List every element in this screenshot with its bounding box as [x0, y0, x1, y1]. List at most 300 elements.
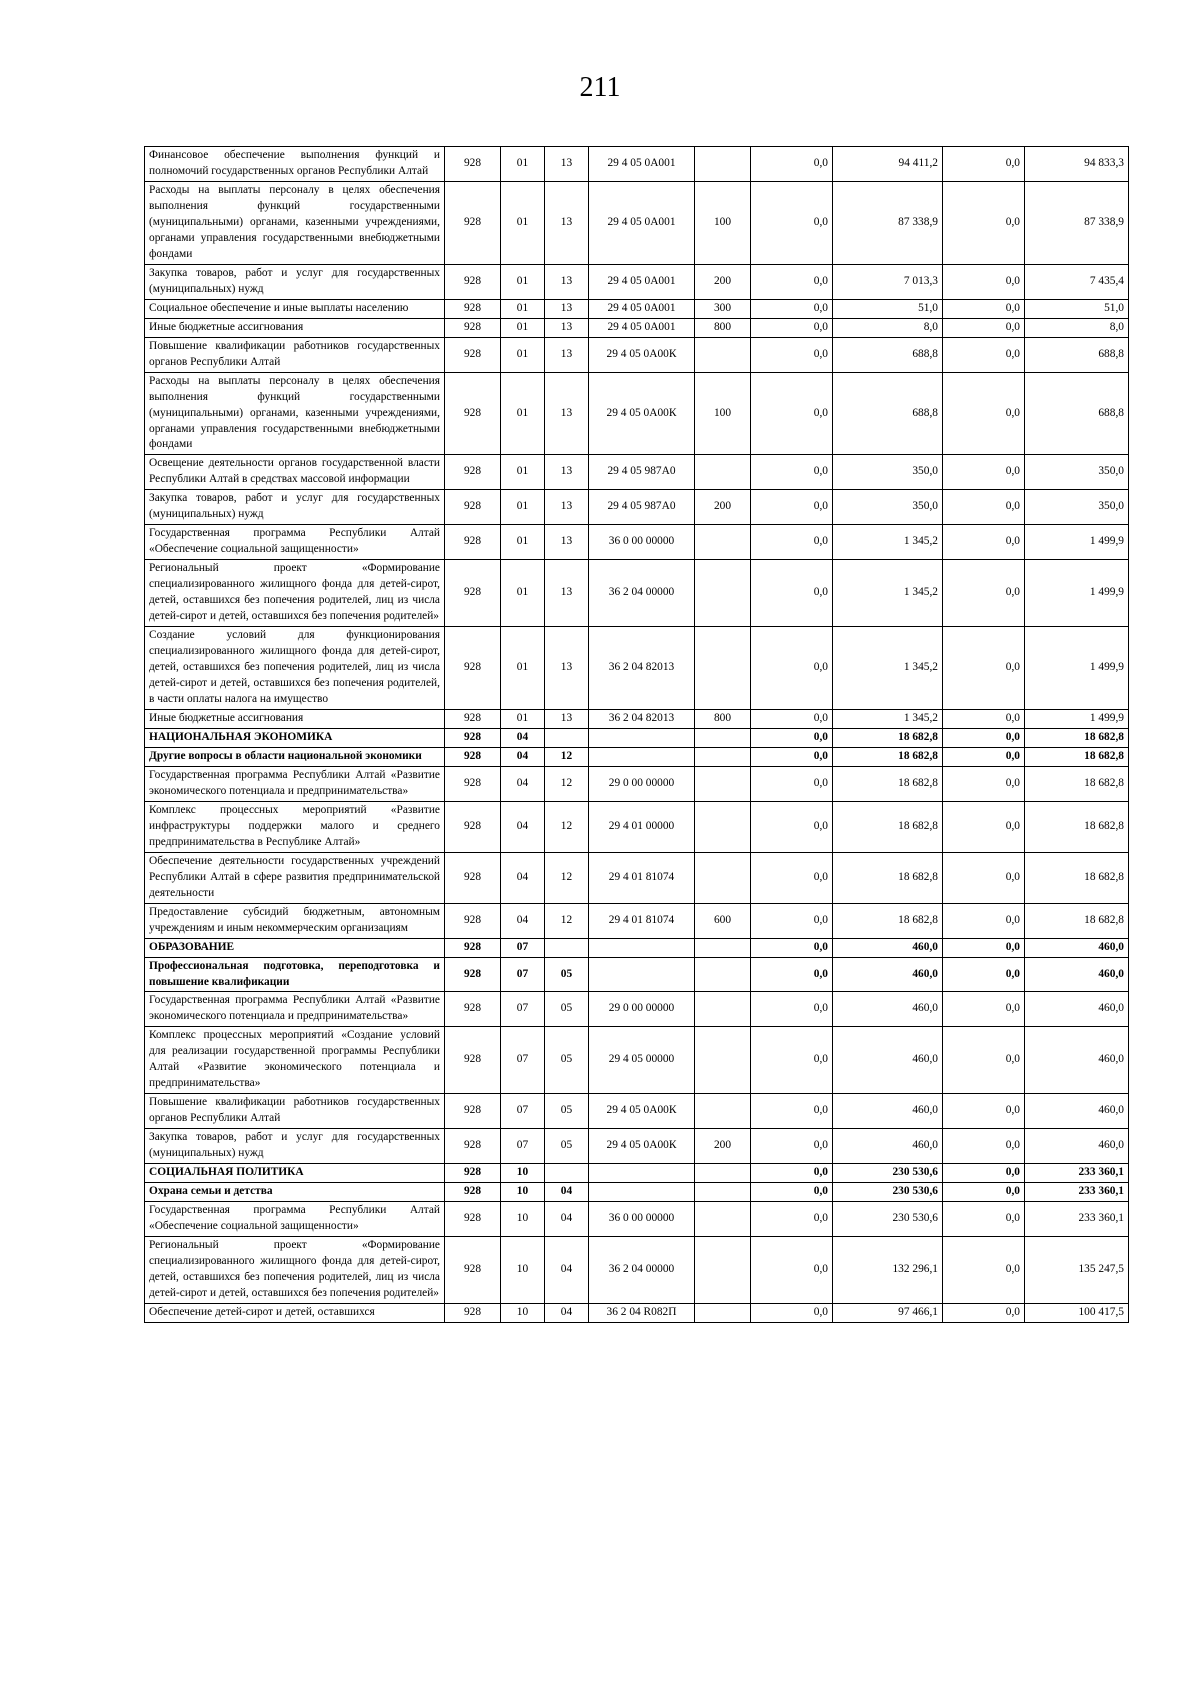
section-code-cell: 10 [501, 1303, 545, 1322]
subsection-code-cell: 13 [545, 264, 589, 299]
expense-type-cell [695, 1027, 751, 1094]
budget-table [144, 146, 1129, 1323]
section-code-cell: 01 [501, 318, 545, 337]
section-code-cell: 10 [501, 1202, 545, 1237]
admin-code-cell: 928 [445, 1027, 501, 1094]
target-article-cell: 29 4 05 0А00К [589, 372, 695, 455]
amount-1-cell: 0,0 [751, 801, 833, 852]
expense-type-cell [695, 1202, 751, 1237]
table-row [145, 852, 1129, 903]
subsection-code-cell: 13 [545, 372, 589, 455]
target-article-cell: 29 4 05 0А001 [589, 147, 695, 182]
amount-4-cell: 460,0 [1025, 1027, 1129, 1094]
amount-3-cell: 0,0 [943, 627, 1025, 710]
section-code-cell: 01 [501, 147, 545, 182]
admin-code-cell: 928 [445, 1202, 501, 1237]
amount-2-cell: 51,0 [833, 299, 943, 318]
subsection-code-cell: 13 [545, 525, 589, 560]
amount-2-cell: 688,8 [833, 372, 943, 455]
amount-3-cell: 0,0 [943, 337, 1025, 372]
row-name-cell: Профессиональная подготовка, переподготовка и повышение квалификации [145, 957, 445, 992]
admin-code-cell: 928 [445, 1094, 501, 1129]
amount-3-cell: 0,0 [943, 938, 1025, 957]
target-article-cell: 29 4 05 0А001 [589, 181, 695, 264]
expense-type-cell [695, 747, 751, 766]
expense-type-cell: 200 [695, 490, 751, 525]
amount-1-cell: 0,0 [751, 852, 833, 903]
subsection-code-cell: 12 [545, 766, 589, 801]
section-code-cell: 07 [501, 957, 545, 992]
amount-3-cell: 0,0 [943, 957, 1025, 992]
table-row [145, 766, 1129, 801]
amount-3-cell: 0,0 [943, 299, 1025, 318]
amount-3-cell: 0,0 [943, 903, 1025, 938]
amount-3-cell: 0,0 [943, 264, 1025, 299]
amount-1-cell: 0,0 [751, 1164, 833, 1183]
target-article-cell: 29 4 05 0А00К [589, 337, 695, 372]
amount-3-cell: 0,0 [943, 1303, 1025, 1322]
row-name-cell: Иные бюджетные ассигнования [145, 318, 445, 337]
expense-type-cell: 100 [695, 372, 751, 455]
section-code-cell: 07 [501, 938, 545, 957]
table-row [145, 801, 1129, 852]
amount-2-cell: 18 682,8 [833, 747, 943, 766]
amount-4-cell: 460,0 [1025, 1129, 1129, 1164]
admin-code-cell: 928 [445, 766, 501, 801]
expense-type-cell [695, 560, 751, 627]
amount-3-cell: 0,0 [943, 709, 1025, 728]
admin-code-cell: 928 [445, 852, 501, 903]
row-name-cell: Охрана семьи и детства [145, 1183, 445, 1202]
row-name-cell: Государственная программа Республики Алтай «Обеспечение социальной защищенности» [145, 1202, 445, 1237]
amount-2-cell: 1 345,2 [833, 709, 943, 728]
amount-3-cell: 0,0 [943, 147, 1025, 182]
amount-2-cell: 688,8 [833, 337, 943, 372]
row-name-cell: Расходы на выплаты персоналу в целях обеспечения выполнения функций государственными (муниципальными) органами, казенными учреждениями, органами управления государственными внебюджетными фондами [145, 372, 445, 455]
amount-3-cell: 0,0 [943, 1237, 1025, 1304]
row-name-cell: Комплекс процессных мероприятий «Создание условий для реализации государственной программы Республики Алтай «Развитие экономического потенциала и предпринимательства» [145, 1027, 445, 1094]
subsection-code-cell: 13 [545, 147, 589, 182]
amount-3-cell: 0,0 [943, 560, 1025, 627]
expense-type-cell: 300 [695, 299, 751, 318]
expense-type-cell [695, 147, 751, 182]
table-row [145, 992, 1129, 1027]
amount-2-cell: 1 345,2 [833, 525, 943, 560]
section-code-cell: 01 [501, 709, 545, 728]
amount-1-cell: 0,0 [751, 957, 833, 992]
amount-4-cell: 135 247,5 [1025, 1237, 1129, 1304]
row-name-cell: Повышение квалификации работников государственных органов Республики Алтай [145, 337, 445, 372]
expense-type-cell [695, 627, 751, 710]
amount-4-cell: 18 682,8 [1025, 852, 1129, 903]
admin-code-cell: 928 [445, 318, 501, 337]
amount-2-cell: 97 466,1 [833, 1303, 943, 1322]
amount-4-cell: 18 682,8 [1025, 903, 1129, 938]
admin-code-cell: 928 [445, 1164, 501, 1183]
subsection-code-cell: 13 [545, 560, 589, 627]
amount-1-cell: 0,0 [751, 337, 833, 372]
target-article-cell: 36 2 04 00000 [589, 560, 695, 627]
amount-1-cell: 0,0 [751, 1183, 833, 1202]
admin-code-cell: 928 [445, 801, 501, 852]
target-article-cell: 29 4 05 987А0 [589, 455, 695, 490]
row-name-cell: Освещение деятельности органов государственной власти Республики Алтай в средствах массовой информации [145, 455, 445, 490]
amount-1-cell: 0,0 [751, 318, 833, 337]
admin-code-cell: 928 [445, 560, 501, 627]
admin-code-cell: 928 [445, 264, 501, 299]
section-code-cell: 04 [501, 747, 545, 766]
amount-1-cell: 0,0 [751, 1237, 833, 1304]
amount-2-cell: 18 682,8 [833, 728, 943, 747]
table-row [145, 1237, 1129, 1304]
table-row [145, 1094, 1129, 1129]
row-name-cell: Иные бюджетные ассигнования [145, 709, 445, 728]
table-row [145, 264, 1129, 299]
amount-2-cell: 1 345,2 [833, 627, 943, 710]
table-row [145, 490, 1129, 525]
row-name-cell: Закупка товаров, работ и услуг для государственных (муниципальных) нужд [145, 490, 445, 525]
amount-2-cell: 460,0 [833, 1094, 943, 1129]
subsection-code-cell: 13 [545, 709, 589, 728]
amount-3-cell: 0,0 [943, 181, 1025, 264]
section-code-cell: 04 [501, 766, 545, 801]
table-row [145, 1303, 1129, 1322]
expense-type-cell [695, 852, 751, 903]
amount-1-cell: 0,0 [751, 560, 833, 627]
amount-4-cell: 8,0 [1025, 318, 1129, 337]
row-name-cell: Региональный проект «Формирование специализированного жилищного фонда для детей-сирот, детей, оставшихся без попечения родителей, лиц из числа детей-сирот и детей, оставшихся без попечения родителей» [145, 1237, 445, 1304]
amount-4-cell: 18 682,8 [1025, 766, 1129, 801]
admin-code-cell: 928 [445, 490, 501, 525]
row-name-cell: Региональный проект «Формирование специализированного жилищного фонда для детей-сирот, детей, оставшихся без попечения родителей, лиц из числа детей-сирот и детей, оставшихся без попечения родителей» [145, 560, 445, 627]
amount-3-cell: 0,0 [943, 1129, 1025, 1164]
section-code-cell: 01 [501, 490, 545, 525]
table-row [145, 1027, 1129, 1094]
target-article-cell [589, 747, 695, 766]
expense-type-cell: 200 [695, 1129, 751, 1164]
table-row [145, 957, 1129, 992]
amount-1-cell: 0,0 [751, 903, 833, 938]
budget-table-body [145, 147, 1129, 1323]
subsection-code-cell: 13 [545, 455, 589, 490]
row-name-cell: Социальное обеспечение и иные выплаты населению [145, 299, 445, 318]
expense-type-cell [695, 728, 751, 747]
subsection-code-cell [545, 938, 589, 957]
amount-3-cell: 0,0 [943, 1027, 1025, 1094]
target-article-cell: 36 0 00 00000 [589, 525, 695, 560]
target-article-cell: 29 4 01 00000 [589, 801, 695, 852]
subsection-code-cell: 04 [545, 1202, 589, 1237]
expense-type-cell [695, 1237, 751, 1304]
target-article-cell [589, 1164, 695, 1183]
amount-1-cell: 0,0 [751, 709, 833, 728]
amount-3-cell: 0,0 [943, 852, 1025, 903]
admin-code-cell: 928 [445, 709, 501, 728]
row-name-cell: Комплекс процессных мероприятий «Развитие инфраструктуры поддержки малого и среднего предпринимательства в Республике Алтай» [145, 801, 445, 852]
amount-3-cell: 0,0 [943, 490, 1025, 525]
table-row [145, 147, 1129, 182]
row-name-cell: Предоставление субсидий бюджетным, автономным учреждениям и иным некоммерческим организациям [145, 903, 445, 938]
amount-4-cell: 1 499,9 [1025, 627, 1129, 710]
subsection-code-cell: 12 [545, 747, 589, 766]
target-article-cell [589, 957, 695, 992]
amount-2-cell: 460,0 [833, 938, 943, 957]
section-code-cell: 10 [501, 1237, 545, 1304]
amount-1-cell: 0,0 [751, 525, 833, 560]
subsection-code-cell: 05 [545, 1129, 589, 1164]
expense-type-cell: 200 [695, 264, 751, 299]
section-code-cell: 07 [501, 1027, 545, 1094]
amount-2-cell: 230 530,6 [833, 1164, 943, 1183]
amount-4-cell: 350,0 [1025, 455, 1129, 490]
admin-code-cell: 928 [445, 147, 501, 182]
amount-3-cell: 0,0 [943, 992, 1025, 1027]
row-name-cell: СОЦИАЛЬНАЯ ПОЛИТИКА [145, 1164, 445, 1183]
amount-1-cell: 0,0 [751, 992, 833, 1027]
admin-code-cell: 928 [445, 627, 501, 710]
subsection-code-cell: 04 [545, 1183, 589, 1202]
amount-1-cell: 0,0 [751, 455, 833, 490]
admin-code-cell: 928 [445, 1129, 501, 1164]
subsection-code-cell: 13 [545, 318, 589, 337]
amount-3-cell: 0,0 [943, 728, 1025, 747]
target-article-cell: 36 2 04 R082П [589, 1303, 695, 1322]
table-row [145, 337, 1129, 372]
table-row [145, 181, 1129, 264]
admin-code-cell: 928 [445, 181, 501, 264]
amount-4-cell: 1 499,9 [1025, 525, 1129, 560]
section-code-cell: 01 [501, 627, 545, 710]
amount-4-cell: 233 360,1 [1025, 1202, 1129, 1237]
amount-2-cell: 350,0 [833, 490, 943, 525]
target-article-cell [589, 728, 695, 747]
row-name-cell: Обеспечение деятельности государственных учреждений Республики Алтай в сфере развития предпринимательской деятельности [145, 852, 445, 903]
table-row [145, 1202, 1129, 1237]
amount-2-cell: 18 682,8 [833, 903, 943, 938]
subsection-code-cell: 12 [545, 903, 589, 938]
amount-2-cell: 460,0 [833, 957, 943, 992]
table-row [145, 525, 1129, 560]
admin-code-cell: 928 [445, 455, 501, 490]
expense-type-cell [695, 1094, 751, 1129]
row-name-cell: Закупка товаров, работ и услуг для государственных (муниципальных) нужд [145, 264, 445, 299]
amount-1-cell: 0,0 [751, 1027, 833, 1094]
row-name-cell: Государственная программа Республики Алтай «Развитие экономического потенциала и предпринимательства» [145, 992, 445, 1027]
amount-4-cell: 87 338,9 [1025, 181, 1129, 264]
target-article-cell: 29 0 00 00000 [589, 766, 695, 801]
section-code-cell: 10 [501, 1164, 545, 1183]
amount-4-cell: 18 682,8 [1025, 728, 1129, 747]
table-row [145, 318, 1129, 337]
amount-4-cell: 233 360,1 [1025, 1183, 1129, 1202]
row-name-cell: Создание условий для функционирования специализированного жилищного фонда для детей-сирот, детей, оставшихся без попечения родителей, лиц из числа детей-сирот и детей, оставшихся без попечения родителей, в части оплаты налога на имущество [145, 627, 445, 710]
expense-type-cell: 600 [695, 903, 751, 938]
amount-4-cell: 7 435,4 [1025, 264, 1129, 299]
section-code-cell: 01 [501, 337, 545, 372]
section-code-cell: 04 [501, 852, 545, 903]
table-row [145, 903, 1129, 938]
amount-2-cell: 87 338,9 [833, 181, 943, 264]
subsection-code-cell: 05 [545, 1027, 589, 1094]
subsection-code-cell: 12 [545, 852, 589, 903]
section-code-cell: 01 [501, 372, 545, 455]
target-article-cell [589, 938, 695, 957]
amount-1-cell: 0,0 [751, 1094, 833, 1129]
amount-3-cell: 0,0 [943, 1164, 1025, 1183]
table-row [145, 455, 1129, 490]
amount-1-cell: 0,0 [751, 1303, 833, 1322]
admin-code-cell: 928 [445, 903, 501, 938]
amount-4-cell: 688,8 [1025, 372, 1129, 455]
amount-3-cell: 0,0 [943, 455, 1025, 490]
amount-4-cell: 100 417,5 [1025, 1303, 1129, 1322]
amount-4-cell: 18 682,8 [1025, 801, 1129, 852]
expense-type-cell [695, 1183, 751, 1202]
subsection-code-cell: 05 [545, 957, 589, 992]
table-row [145, 299, 1129, 318]
amount-3-cell: 0,0 [943, 372, 1025, 455]
target-article-cell: 29 4 05 0А00К [589, 1094, 695, 1129]
target-article-cell: 29 4 05 0А001 [589, 299, 695, 318]
subsection-code-cell: 13 [545, 627, 589, 710]
section-code-cell: 07 [501, 992, 545, 1027]
section-code-cell: 01 [501, 455, 545, 490]
table-row [145, 709, 1129, 728]
expense-type-cell [695, 957, 751, 992]
section-code-cell: 01 [501, 299, 545, 318]
expense-type-cell [695, 938, 751, 957]
amount-4-cell: 350,0 [1025, 490, 1129, 525]
amount-3-cell: 0,0 [943, 801, 1025, 852]
amount-2-cell: 460,0 [833, 1129, 943, 1164]
target-article-cell: 36 0 00 00000 [589, 1202, 695, 1237]
subsection-code-cell [545, 1164, 589, 1183]
subsection-code-cell: 13 [545, 337, 589, 372]
section-code-cell: 01 [501, 264, 545, 299]
expense-type-cell [695, 992, 751, 1027]
amount-2-cell: 132 296,1 [833, 1237, 943, 1304]
amount-3-cell: 0,0 [943, 318, 1025, 337]
amount-4-cell: 94 833,3 [1025, 147, 1129, 182]
amount-2-cell: 1 345,2 [833, 560, 943, 627]
expense-type-cell: 800 [695, 709, 751, 728]
expense-type-cell [695, 337, 751, 372]
admin-code-cell: 928 [445, 1237, 501, 1304]
amount-3-cell: 0,0 [943, 747, 1025, 766]
table-row [145, 938, 1129, 957]
row-name-cell: ОБРАЗОВАНИЕ [145, 938, 445, 957]
amount-2-cell: 230 530,6 [833, 1202, 943, 1237]
section-code-cell: 07 [501, 1129, 545, 1164]
section-code-cell: 04 [501, 728, 545, 747]
target-article-cell: 36 2 04 82013 [589, 709, 695, 728]
amount-4-cell: 460,0 [1025, 938, 1129, 957]
table-row [145, 1164, 1129, 1183]
amount-2-cell: 18 682,8 [833, 852, 943, 903]
admin-code-cell: 928 [445, 525, 501, 560]
amount-2-cell: 460,0 [833, 992, 943, 1027]
table-row [145, 372, 1129, 455]
amount-1-cell: 0,0 [751, 372, 833, 455]
amount-3-cell: 0,0 [943, 1094, 1025, 1129]
subsection-code-cell: 13 [545, 181, 589, 264]
subsection-code-cell: 13 [545, 490, 589, 525]
amount-4-cell: 460,0 [1025, 992, 1129, 1027]
admin-code-cell: 928 [445, 372, 501, 455]
section-code-cell: 01 [501, 181, 545, 264]
row-name-cell: Закупка товаров, работ и услуг для государственных (муниципальных) нужд [145, 1129, 445, 1164]
table-row [145, 1129, 1129, 1164]
admin-code-cell: 928 [445, 992, 501, 1027]
admin-code-cell: 928 [445, 337, 501, 372]
amount-2-cell: 7 013,3 [833, 264, 943, 299]
amount-1-cell: 0,0 [751, 938, 833, 957]
subsection-code-cell: 05 [545, 992, 589, 1027]
target-article-cell: 29 4 05 987А0 [589, 490, 695, 525]
amount-2-cell: 8,0 [833, 318, 943, 337]
amount-2-cell: 94 411,2 [833, 147, 943, 182]
amount-4-cell: 460,0 [1025, 957, 1129, 992]
row-name-cell: Расходы на выплаты персоналу в целях обеспечения выполнения функций государственными (муниципальными) органами, казенными учреждениями, органами управления государственными внебюджетными фондами [145, 181, 445, 264]
row-name-cell: НАЦИОНАЛЬНАЯ ЭКОНОМИКА [145, 728, 445, 747]
target-article-cell: 36 2 04 00000 [589, 1237, 695, 1304]
amount-3-cell: 0,0 [943, 1183, 1025, 1202]
section-code-cell: 01 [501, 525, 545, 560]
table-row [145, 747, 1129, 766]
section-code-cell: 04 [501, 903, 545, 938]
subsection-code-cell [545, 728, 589, 747]
subsection-code-cell: 05 [545, 1094, 589, 1129]
amount-4-cell: 1 499,9 [1025, 709, 1129, 728]
expense-type-cell [695, 455, 751, 490]
target-article-cell [589, 1183, 695, 1202]
subsection-code-cell: 04 [545, 1303, 589, 1322]
amount-1-cell: 0,0 [751, 299, 833, 318]
amount-1-cell: 0,0 [751, 181, 833, 264]
admin-code-cell: 928 [445, 957, 501, 992]
expense-type-cell [695, 801, 751, 852]
admin-code-cell: 928 [445, 938, 501, 957]
expense-type-cell: 800 [695, 318, 751, 337]
table-row [145, 560, 1129, 627]
section-code-cell: 10 [501, 1183, 545, 1202]
target-article-cell: 29 0 00 00000 [589, 992, 695, 1027]
target-article-cell: 29 4 01 81074 [589, 903, 695, 938]
amount-3-cell: 0,0 [943, 1202, 1025, 1237]
amount-1-cell: 0,0 [751, 1202, 833, 1237]
expense-type-cell [695, 525, 751, 560]
amount-4-cell: 51,0 [1025, 299, 1129, 318]
admin-code-cell: 928 [445, 299, 501, 318]
row-name-cell: Другие вопросы в области национальной экономики [145, 747, 445, 766]
admin-code-cell: 928 [445, 1183, 501, 1202]
expense-type-cell [695, 766, 751, 801]
page-number: 211 [579, 72, 621, 103]
target-article-cell: 29 4 01 81074 [589, 852, 695, 903]
amount-4-cell: 1 499,9 [1025, 560, 1129, 627]
amount-4-cell: 460,0 [1025, 1094, 1129, 1129]
amount-1-cell: 0,0 [751, 1129, 833, 1164]
amount-4-cell: 688,8 [1025, 337, 1129, 372]
amount-1-cell: 0,0 [751, 747, 833, 766]
subsection-code-cell: 13 [545, 299, 589, 318]
amount-2-cell: 460,0 [833, 1027, 943, 1094]
target-article-cell: 36 2 04 82013 [589, 627, 695, 710]
subsection-code-cell: 12 [545, 801, 589, 852]
admin-code-cell: 928 [445, 1303, 501, 1322]
amount-2-cell: 350,0 [833, 455, 943, 490]
expense-type-cell: 100 [695, 181, 751, 264]
